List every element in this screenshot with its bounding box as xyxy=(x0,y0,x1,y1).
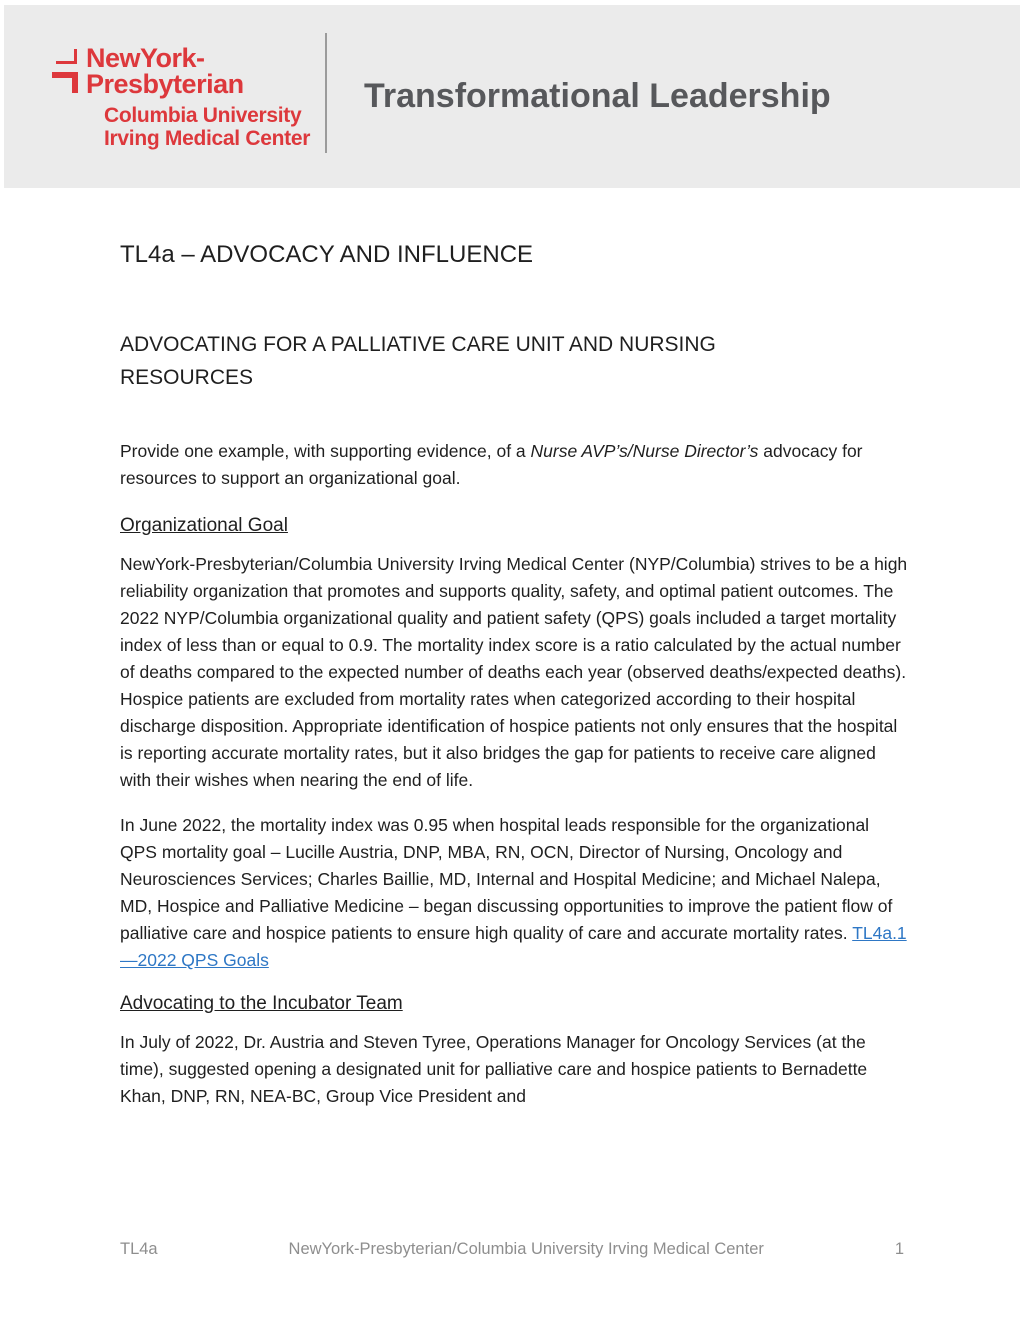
prompt-italic-text: Nurse AVP’s/Nurse Director’s xyxy=(530,441,759,461)
page-footer xyxy=(120,1240,904,1259)
incubator-team-paragraph-1: In July of 2022, Dr. Austria and Steven Tyree, Operations Manager for Oncology Services (at the time), suggested opening a designated unit for palliative care and hospice patients to Bernadette Khan, DNP, RN, NEA-BC, Group Vice President and xyxy=(120,1032,868,1106)
header-title: Transformational Leadership xyxy=(364,77,831,115)
organizational-goal-paragraph-2 xyxy=(120,812,908,974)
prompt-text-before: Provide one example, with supporting evidence, of a xyxy=(120,441,531,461)
prompt-paragraph xyxy=(120,438,908,492)
nyp-logo-campus-line2: Irving Medical Center xyxy=(104,127,311,150)
footer-organization-name: NewYork-Presbyterian/Columbia University Irving Medical Center xyxy=(288,1240,764,1258)
document-subtitle: ADVOCATING FOR A PALLIATIVE CARE UNIT AND NURSING RESOURCES xyxy=(120,333,716,389)
nyp-logo-campus-line1: Columbia University xyxy=(104,104,302,127)
qps-goals-link[interactable]: TL4a.1—2022 QPS Goals xyxy=(120,923,907,970)
nyp-logo-name xyxy=(86,45,244,97)
footer-page-number: 1 xyxy=(894,1240,904,1258)
page-header xyxy=(4,5,1020,188)
footer-document-code: TL4a xyxy=(120,1240,158,1258)
document-title: TL4a – ADVOCACY AND INFLUENCE xyxy=(120,241,534,268)
section-heading-advocating-incubator-team: Advocating to the Incubator Team xyxy=(120,993,403,1014)
prompt-text-after: advocacy for resources to support an organizational goal. xyxy=(120,441,863,488)
nyp-logo-name-line1: NewYork- xyxy=(86,43,205,73)
organizational-goal-paragraph-1: NewYork-Presbyterian/Columbia University Irving Medical Center (NYP/Columbia) strives to be a high reliability organization that promotes and supports quality, safety, and optimal patient outcomes. The 2022 NYP/Columbia organizational quality and patient safety (QPS) goals included a target mortality index of less than or equal to 0.9. The mortality index score is a ratio calculated by the actual number of deaths compared to the expected number of deaths each year (observed deaths/expected deaths). Hospice patients are excluded from mortality rates when categorized according to their hospital discharge disposition. Appropriate identification of hospice patients not only ensures that the hospital is reporting accurate mortality rates, but it also bridges the gap for patients to receive care aligned with their wishes when nearing the end of life. xyxy=(120,554,908,790)
nyp-logo-campus xyxy=(104,104,310,150)
organizational-goal-paragraph-2-text: In June 2022, the mortality index was 0.95 when hospital leads responsible for the organizational QPS mortality goal – Lucille Austria, DNP, MBA, RN, OCN, Director of Nursing, Oncology and Neurosciences Services; Charles Baillie, MD, Internal and Hospital Medicine; and Michael Nalepa, MD, Hospice and Palliative Medicine – began discussing opportunities to improve the patient flow of palliative care and hospice patients to ensure high quality of care and accurate mortality rates. xyxy=(120,815,893,943)
section-heading-organizational-goal: Organizational Goal xyxy=(120,515,288,536)
nyp-bracket-top-icon xyxy=(56,49,77,64)
nyp-bracket-bottom-icon xyxy=(52,72,78,93)
nyp-logo-name-line2: Presbyterian xyxy=(86,69,244,99)
document-body xyxy=(120,240,908,1128)
header-divider xyxy=(325,33,327,153)
